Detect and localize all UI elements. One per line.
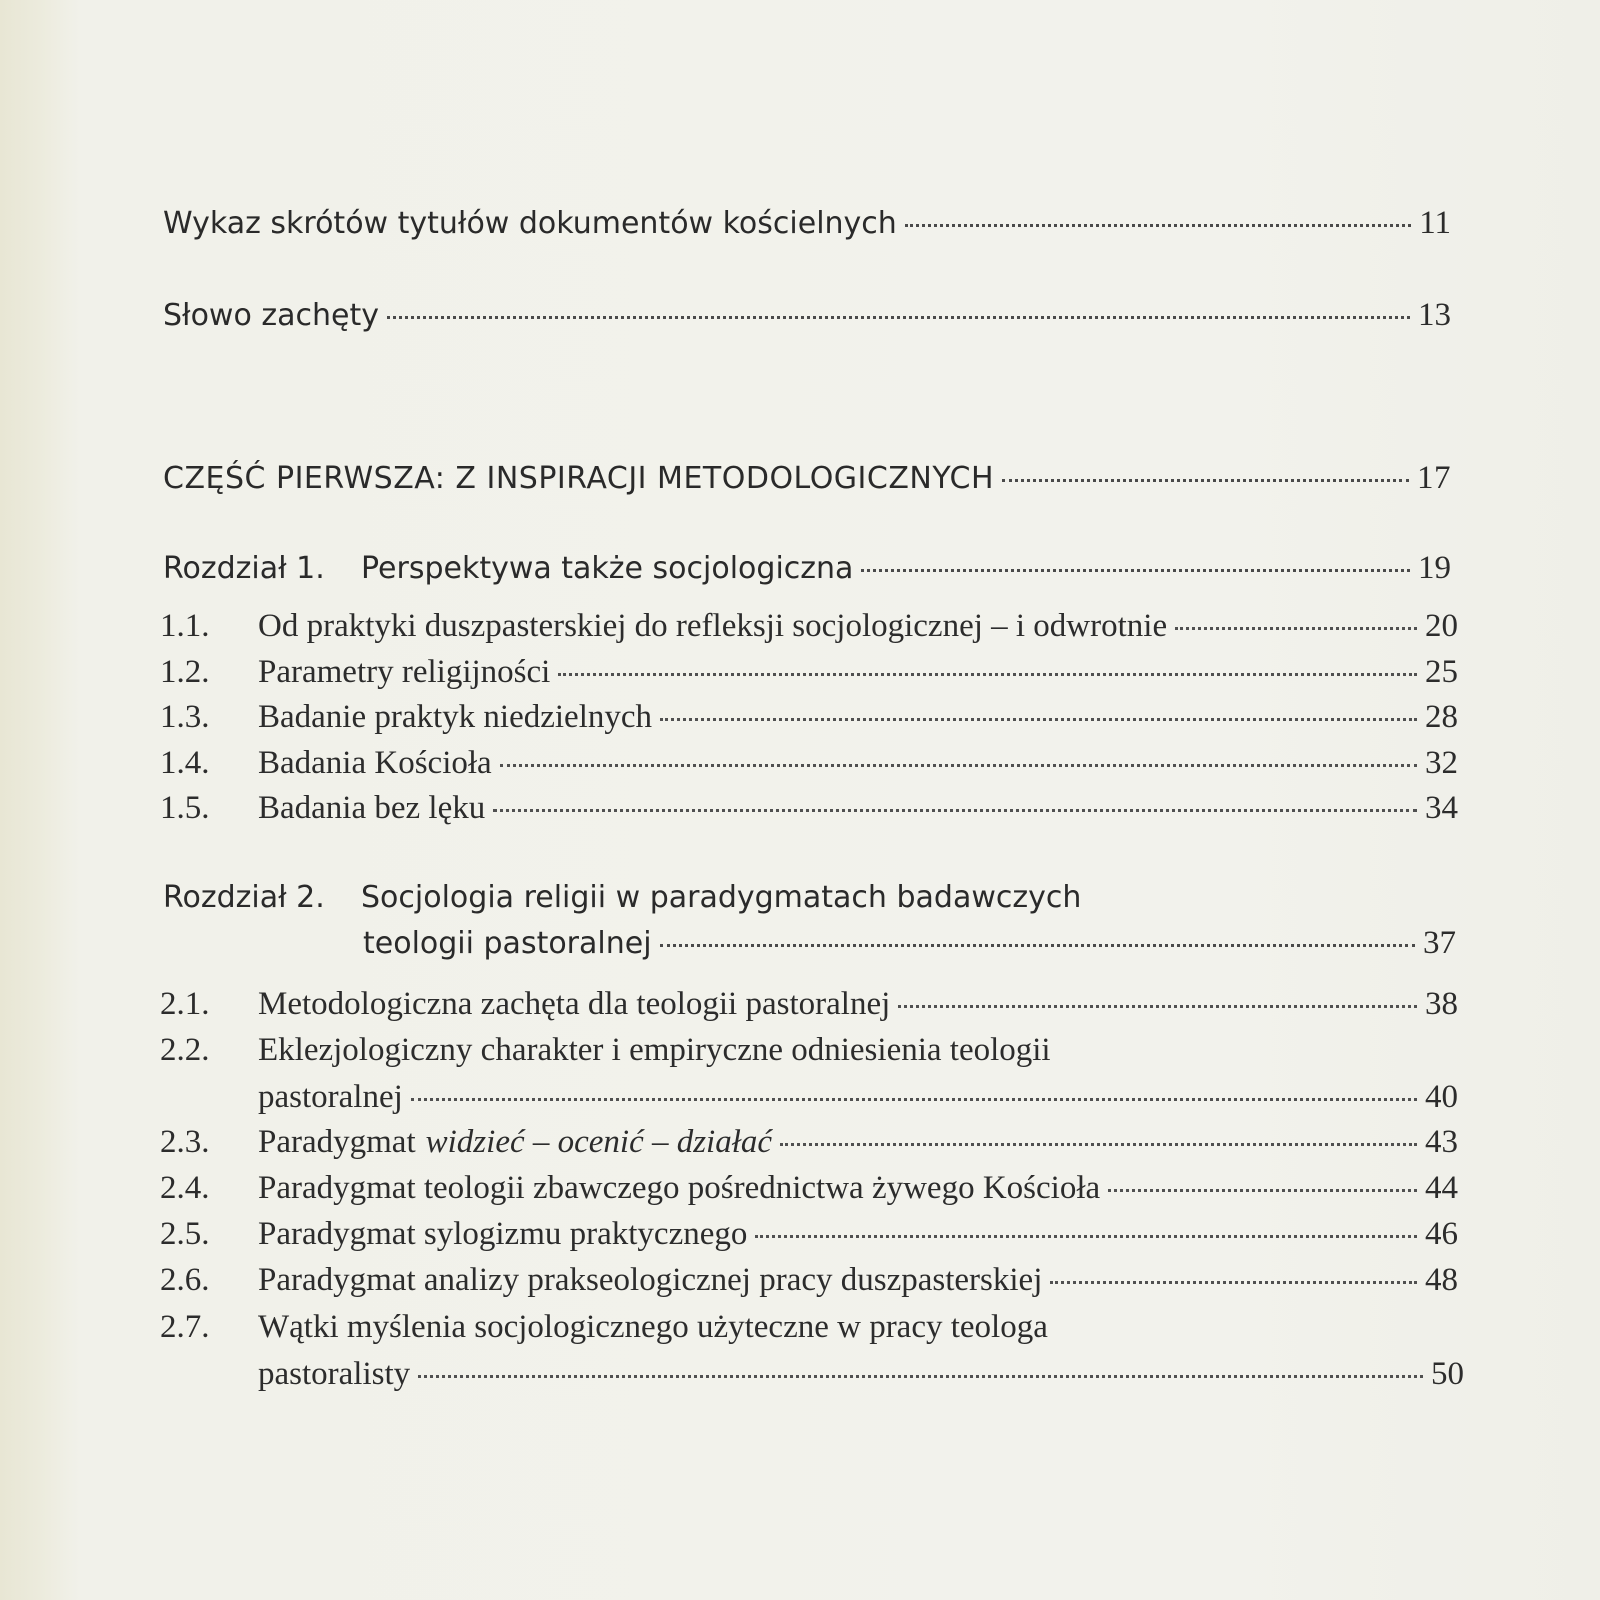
section-title: Parametry religijności — [258, 654, 551, 690]
toc-section — [160, 1124, 1458, 1161]
section-number: 1.2. — [160, 654, 210, 690]
toc-entry-page: 11 — [1419, 205, 1451, 241]
section-page: 43 — [1425, 1124, 1458, 1160]
dot-leader — [861, 569, 1410, 572]
toc-section — [160, 1262, 1458, 1299]
toc-section — [160, 699, 1458, 736]
section-title-line1: Eklezjologiczny charakter i empiryczne odniesienia teologii — [258, 1032, 1051, 1068]
dot-leader — [660, 718, 1417, 721]
section-title: Paradygmat teologii zbawczego pośrednictwa żywego Kościoła — [258, 1170, 1101, 1206]
section-number: 1.3. — [160, 699, 210, 735]
toc-entry-page: 13 — [1418, 297, 1451, 333]
chapter-label: Rozdział 1. — [163, 551, 325, 586]
chapter-title-line1: Socjologia religii w paradygmatach badawczych — [361, 880, 1082, 915]
dot-leader — [780, 1143, 1417, 1146]
toc-entry-title: Słowo zachęty — [163, 298, 379, 333]
chapter-page: 37 — [1423, 925, 1456, 961]
toc-chapter-2-line2 — [363, 925, 1456, 962]
section-page: 46 — [1425, 1216, 1458, 1252]
section-number: 2.3. — [160, 1124, 210, 1160]
section-page: 32 — [1425, 745, 1458, 781]
dot-leader — [1050, 1281, 1417, 1284]
toc-section-line1 — [160, 1032, 1458, 1069]
section-number: 1.1. — [160, 608, 210, 644]
section-number: 2.5. — [160, 1216, 210, 1252]
section-title-line2: pastoralisty — [258, 1356, 411, 1392]
toc-section — [160, 745, 1458, 782]
dot-leader — [387, 316, 1410, 319]
toc-section — [160, 790, 1458, 827]
section-title: Paradygmat sylogizmu praktycznego — [258, 1216, 748, 1252]
toc-section-line2 — [258, 1079, 1458, 1116]
section-title-italic: widzieć – ocenić – działać — [425, 1124, 773, 1160]
section-number: 1.5. — [160, 790, 210, 826]
section-number: 2.6. — [160, 1262, 210, 1298]
section-page: 50 — [1431, 1356, 1464, 1392]
toc-section — [160, 986, 1458, 1023]
toc-section-line1 — [160, 1309, 1458, 1346]
chapter-title-line2: teologii pastoralnej — [363, 926, 652, 961]
chapter-page: 19 — [1418, 550, 1451, 586]
section-title-prefix: Paradygmat — [258, 1124, 416, 1160]
toc-chapter-1 — [163, 550, 1451, 587]
section-title: Badania Kościoła — [258, 745, 492, 781]
section-title-line1: Wątki myślenia socjologicznego użyteczne w pracy teologa — [258, 1309, 1048, 1345]
dot-leader — [905, 224, 1411, 227]
chapter-title: Perspektywa także socjologiczna — [361, 551, 854, 586]
section-title-line2: pastoralnej — [258, 1079, 403, 1115]
toc-section — [160, 654, 1458, 691]
section-page: 44 — [1425, 1170, 1458, 1206]
dot-leader — [558, 673, 1417, 676]
toc-section — [160, 1170, 1458, 1207]
dot-leader — [755, 1235, 1417, 1238]
section-number: 2.1. — [160, 986, 210, 1022]
section-page: 38 — [1425, 986, 1458, 1022]
section-page: 28 — [1425, 699, 1458, 735]
section-page: 20 — [1425, 608, 1458, 644]
chapter-label: Rozdział 2. — [163, 880, 325, 915]
toc-entry-title: Wykaz skrótów tytułów dokumentów kościelnych — [163, 206, 897, 241]
section-number: 1.4. — [160, 745, 210, 781]
section-title: Od praktyki duszpasterskiej do refleksji socjologicznej – i odwrotnie — [258, 608, 1168, 644]
section-number: 2.7. — [160, 1309, 210, 1345]
dot-leader — [898, 1005, 1417, 1008]
dot-leader — [418, 1375, 1423, 1378]
dot-leader — [660, 944, 1415, 947]
section-title: Badania bez lęku — [258, 790, 486, 826]
part-page: 17 — [1417, 460, 1451, 496]
section-title: Metodologiczna zachęta dla teologii pastoralnej — [258, 986, 891, 1022]
dot-leader — [1002, 479, 1409, 482]
toc-part-heading — [163, 460, 1451, 497]
section-page: 48 — [1425, 1262, 1458, 1298]
toc-section — [160, 608, 1458, 645]
section-number: 2.2. — [160, 1032, 210, 1068]
toc-section-line2 — [258, 1356, 1464, 1393]
section-title: Badanie praktyk niedzielnych — [258, 699, 653, 735]
dot-leader — [1108, 1189, 1417, 1192]
section-title: Paradygmat analizy prakseologicznej pracy duszpasterskiej — [258, 1262, 1043, 1298]
dot-leader — [500, 764, 1417, 767]
toc-entry-abbreviations — [163, 205, 1451, 242]
dot-leader — [1175, 627, 1417, 630]
toc-chapter-2-line1 — [163, 880, 1453, 915]
section-number: 2.4. — [160, 1170, 210, 1206]
toc-section — [160, 1216, 1458, 1253]
part-title: CZĘŚĆ PIERWSZA: Z INSPIRACJI METODOLOGICZNYCH — [163, 461, 995, 496]
dot-leader — [493, 809, 1417, 812]
section-page: 40 — [1425, 1079, 1458, 1115]
dot-leader — [411, 1098, 1417, 1101]
toc-entry-foreword — [163, 297, 1451, 334]
section-page: 34 — [1425, 790, 1458, 826]
section-page: 25 — [1425, 654, 1458, 690]
